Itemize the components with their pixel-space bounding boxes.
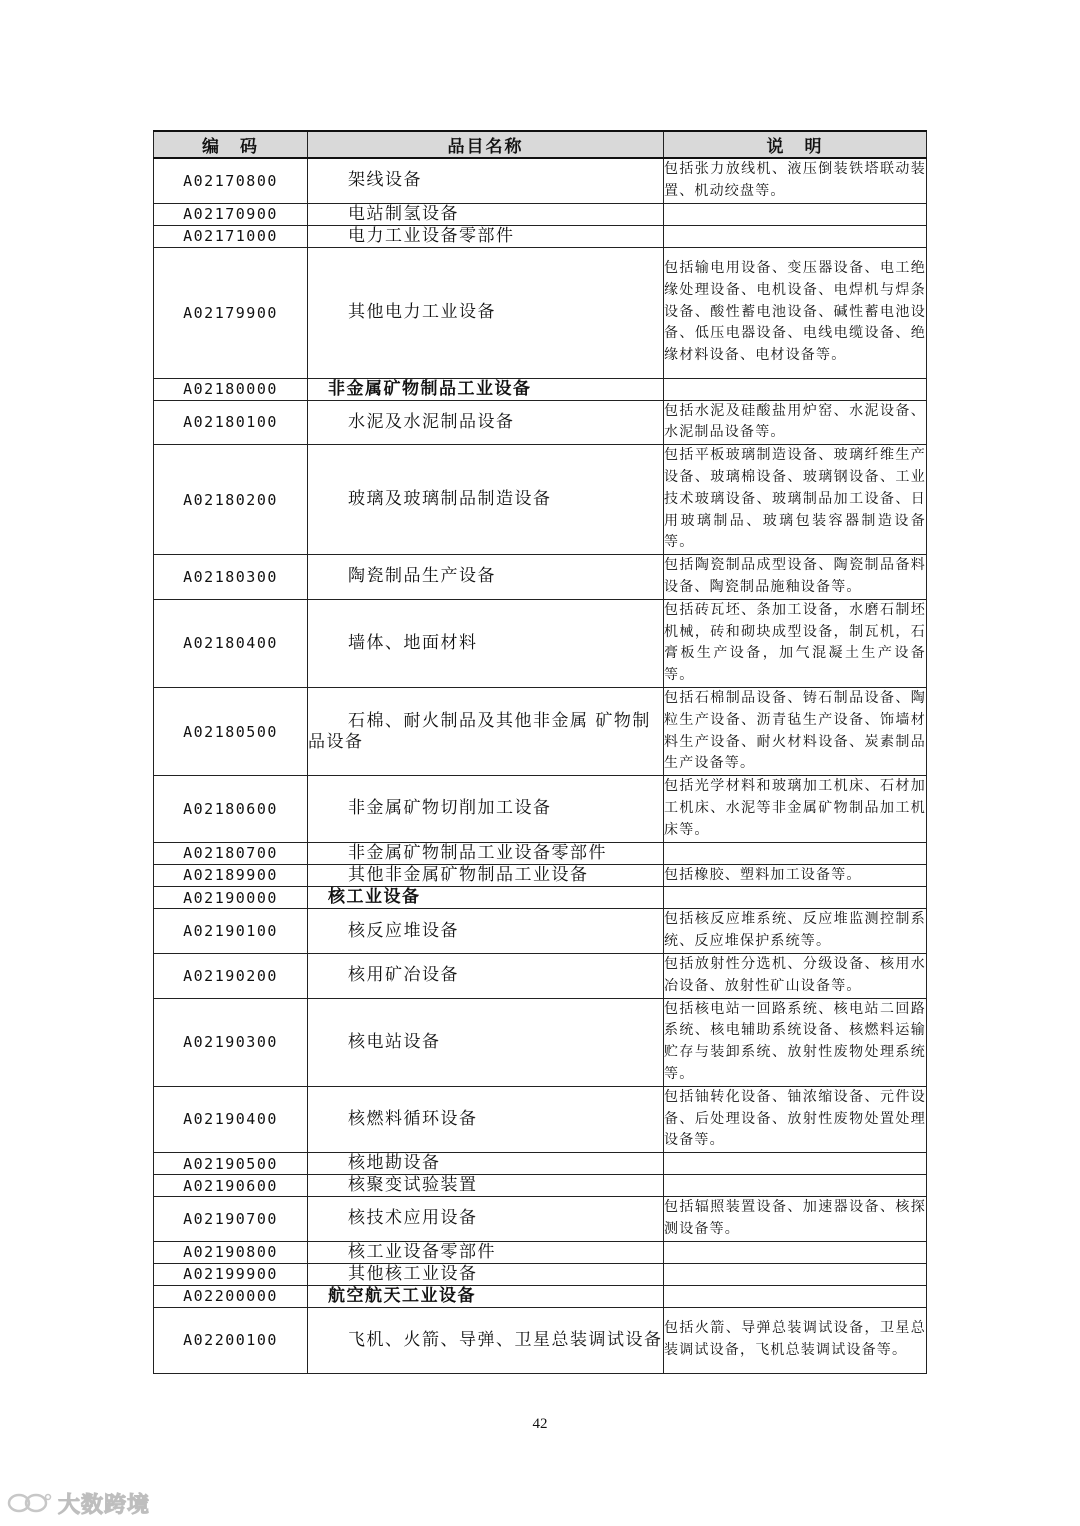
- item-name: 其他核工业设备: [348, 1263, 478, 1284]
- item-code: A02170900: [154, 203, 308, 225]
- item-name: 核地勘设备: [348, 1153, 441, 1174]
- item-name-cell: [308, 842, 664, 864]
- item-name: 架线设备: [348, 170, 422, 191]
- item-name: 核燃料循环设备: [348, 1108, 478, 1129]
- item-name: 电站制氢设备: [348, 203, 459, 224]
- item-description: 包括橡胶、塑料加工设备等。: [664, 864, 927, 887]
- table-row: [154, 158, 927, 203]
- item-description: 包括核反应堆系统、反应堆监测控制系统、反应堆保护系统等。: [664, 909, 927, 954]
- item-name: 飞机、火箭、导弹、卫星总装调试设备: [348, 1329, 663, 1350]
- item-code: A02180600: [154, 776, 308, 842]
- link-logo-icon: [6, 1490, 52, 1516]
- item-name: 陶瓷制品生产设备: [348, 566, 496, 587]
- item-code: A02190800: [154, 1241, 308, 1263]
- table-row: [154, 776, 927, 842]
- item-name: 航空航天工业设备: [328, 1285, 476, 1306]
- item-description: [664, 378, 927, 400]
- item-code: A02190400: [154, 1086, 308, 1152]
- item-code: A02190500: [154, 1153, 308, 1175]
- table-header-row: [154, 131, 927, 158]
- table-row: [154, 1175, 927, 1197]
- table-body: [154, 158, 927, 1373]
- page-number: 42: [532, 1416, 548, 1432]
- table-row: [154, 864, 927, 887]
- item-name: 核工业设备: [328, 887, 421, 908]
- table-row: [154, 1263, 927, 1285]
- table-row: [154, 998, 927, 1086]
- item-description: [664, 203, 927, 225]
- item-name-cell: [308, 247, 664, 378]
- item-code: A02189900: [154, 864, 308, 887]
- item-code: A02180500: [154, 687, 308, 775]
- item-description: 包括放射性分选机、分级设备、核用水冶设备、放射性矿山设备等。: [664, 953, 927, 998]
- item-name-cell: [308, 599, 664, 687]
- item-code: A02179900: [154, 247, 308, 378]
- item-name: 其他非金属矿物制品工业设备: [348, 864, 589, 885]
- table-row: [154, 203, 927, 225]
- item-description: 包括火箭、导弹总装调试设备，卫星总装调试设备，飞机总装调试设备等。: [664, 1307, 927, 1373]
- item-name-cell: [308, 953, 664, 998]
- item-description: [664, 225, 927, 247]
- item-name: 核用矿冶设备: [348, 965, 459, 986]
- item-code: A02180100: [154, 400, 308, 445]
- item-code: A02180000: [154, 378, 308, 400]
- item-description: 包括石棉制品设备、铸石制品设备、陶粒生产设备、沥青毡生产设备、饰墙材料生产设备、耐火材料设备、炭素制品生产设备等。: [664, 687, 927, 775]
- item-description: [664, 1263, 927, 1285]
- item-name-cell: [308, 445, 664, 555]
- item-description: 包括张力放线机、液压倒装铁塔联动装置、机动绞盘等。: [664, 158, 927, 203]
- item-code: A02200000: [154, 1285, 308, 1307]
- watermark-text: 大数跨境: [58, 1492, 151, 1518]
- table-row: [154, 1197, 927, 1242]
- item-code: A02190000: [154, 887, 308, 909]
- item-description: 包括输电用设备、变压器设备、电工绝缘处理设备、电机设备、电焊机与焊条设备、酸性蓄电池设备、碱性蓄电池设备、低压电器设备、电线电缆设备、绝缘材料设备、电材设备等。: [664, 247, 927, 378]
- item-name-cell: [308, 158, 664, 203]
- item-code: A02170800: [154, 158, 308, 203]
- item-name: 玻璃及玻璃制品制造设备: [348, 489, 552, 510]
- item-name-cell: [308, 864, 664, 887]
- item-code: A02190600: [154, 1175, 308, 1197]
- item-code: A02180400: [154, 599, 308, 687]
- item-description: 包括光学材料和玻璃加工机床、石材加工机床、水泥等非金属矿物制品加工机床等。: [664, 776, 927, 842]
- item-name-cell: [308, 1153, 664, 1175]
- item-code: A02190700: [154, 1197, 308, 1242]
- table-row: [154, 378, 927, 400]
- item-name: 非金属矿物切削加工设备: [348, 798, 552, 819]
- table-row: [154, 687, 927, 775]
- item-name-cell: [308, 909, 664, 954]
- item-code: A02199900: [154, 1263, 308, 1285]
- table-row: [154, 909, 927, 954]
- item-name-cell: [308, 998, 664, 1086]
- item-name-cell: [308, 687, 664, 775]
- item-description: 包括辐照装置设备、加速器设备、核探测设备等。: [664, 1197, 927, 1242]
- item-name-cell: [308, 1175, 664, 1197]
- item-code: A02171000: [154, 225, 308, 247]
- item-description: 包括核电站一回路系统、核电站二回路系统、核电辅助系统设备、核燃料运输贮存与装卸系统、放射性废物处理系统等。: [664, 998, 927, 1086]
- item-description: [664, 1285, 927, 1307]
- item-description: [664, 1241, 927, 1263]
- table-row: [154, 953, 927, 998]
- item-name-cell: [308, 776, 664, 842]
- table-row: [154, 555, 927, 600]
- header-name: 品目名称: [308, 131, 664, 158]
- item-description: [664, 1153, 927, 1175]
- item-code: A02190100: [154, 909, 308, 954]
- item-name: 核电站设备: [348, 1031, 441, 1052]
- item-name-cell: [308, 400, 664, 445]
- table-row: [154, 1285, 927, 1307]
- item-name: 核反应堆设备: [348, 920, 459, 941]
- table-row: [154, 400, 927, 445]
- item-description: 包括陶瓷制品成型设备、陶瓷制品备料设备、陶瓷制品施釉设备等。: [664, 555, 927, 600]
- item-code: A02180300: [154, 555, 308, 600]
- item-name: 石棉、耐火制品及其他非金属 矿物制品设备: [308, 710, 651, 752]
- item-description: 包括平板玻璃制造设备、玻璃纤维生产设备、玻璃棉设备、玻璃钢设备、工业技术玻璃设备、玻璃制品加工设备、日用玻璃制品、玻璃包装容器制造设备等。: [664, 445, 927, 555]
- item-name-cell: [308, 1285, 664, 1307]
- item-name-cell: [308, 1307, 664, 1373]
- item-name: 核工业设备零部件: [348, 1241, 496, 1262]
- item-description: 包括砖瓦坯、条加工设备，水磨石制坯机械，砖和砌块成型设备，制瓦机，石膏板生产设备，加气混凝土生产设备等。: [664, 599, 927, 687]
- item-name-cell: [308, 887, 664, 909]
- item-description: [664, 842, 927, 864]
- item-description: 包括铀转化设备、铀浓缩设备、元件设备、后处理设备、放射性废物处置处理设备等。: [664, 1086, 927, 1152]
- table-row: [154, 225, 927, 247]
- item-description: 包括水泥及硅酸盐用炉窑、水泥设备、水泥制品设备等。: [664, 400, 927, 445]
- table-row: [154, 1153, 927, 1175]
- item-code: A02190200: [154, 953, 308, 998]
- item-name: 其他电力工业设备: [348, 302, 496, 323]
- table-row: [154, 842, 927, 864]
- header-code: 编 码: [154, 131, 308, 158]
- item-description: [664, 1175, 927, 1197]
- item-name: 非金属矿物制品工业设备零部件: [348, 842, 607, 863]
- watermark: [6, 1488, 150, 1518]
- item-name-cell: [308, 203, 664, 225]
- header-desc: 说 明: [664, 131, 927, 158]
- item-name-cell: [308, 555, 664, 600]
- catalog-table: [153, 130, 927, 1374]
- item-code: A02200100: [154, 1307, 308, 1373]
- item-name: 核技术应用设备: [348, 1208, 478, 1229]
- table-row: [154, 1241, 927, 1263]
- item-name-cell: [308, 1241, 664, 1263]
- table-row: [154, 599, 927, 687]
- item-name-cell: [308, 225, 664, 247]
- item-name-cell: [308, 1263, 664, 1285]
- item-name-cell: [308, 1197, 664, 1242]
- table-row: [154, 445, 927, 555]
- table-row: [154, 887, 927, 909]
- item-name-cell: [308, 378, 664, 400]
- table-row: [154, 1307, 927, 1373]
- item-name-cell: [308, 1086, 664, 1152]
- item-description: [664, 887, 927, 909]
- item-name: 核聚变试验装置: [348, 1175, 478, 1196]
- item-name: 电力工业设备零部件: [348, 225, 515, 246]
- item-code: A02180200: [154, 445, 308, 555]
- table-row: [154, 1086, 927, 1152]
- table-row: [154, 247, 927, 378]
- item-name: 墙体、地面材料: [348, 632, 478, 653]
- item-code: A02180700: [154, 842, 308, 864]
- item-name: 水泥及水泥制品设备: [348, 411, 515, 432]
- item-code: A02190300: [154, 998, 308, 1086]
- item-name: 非金属矿物制品工业设备: [328, 378, 532, 399]
